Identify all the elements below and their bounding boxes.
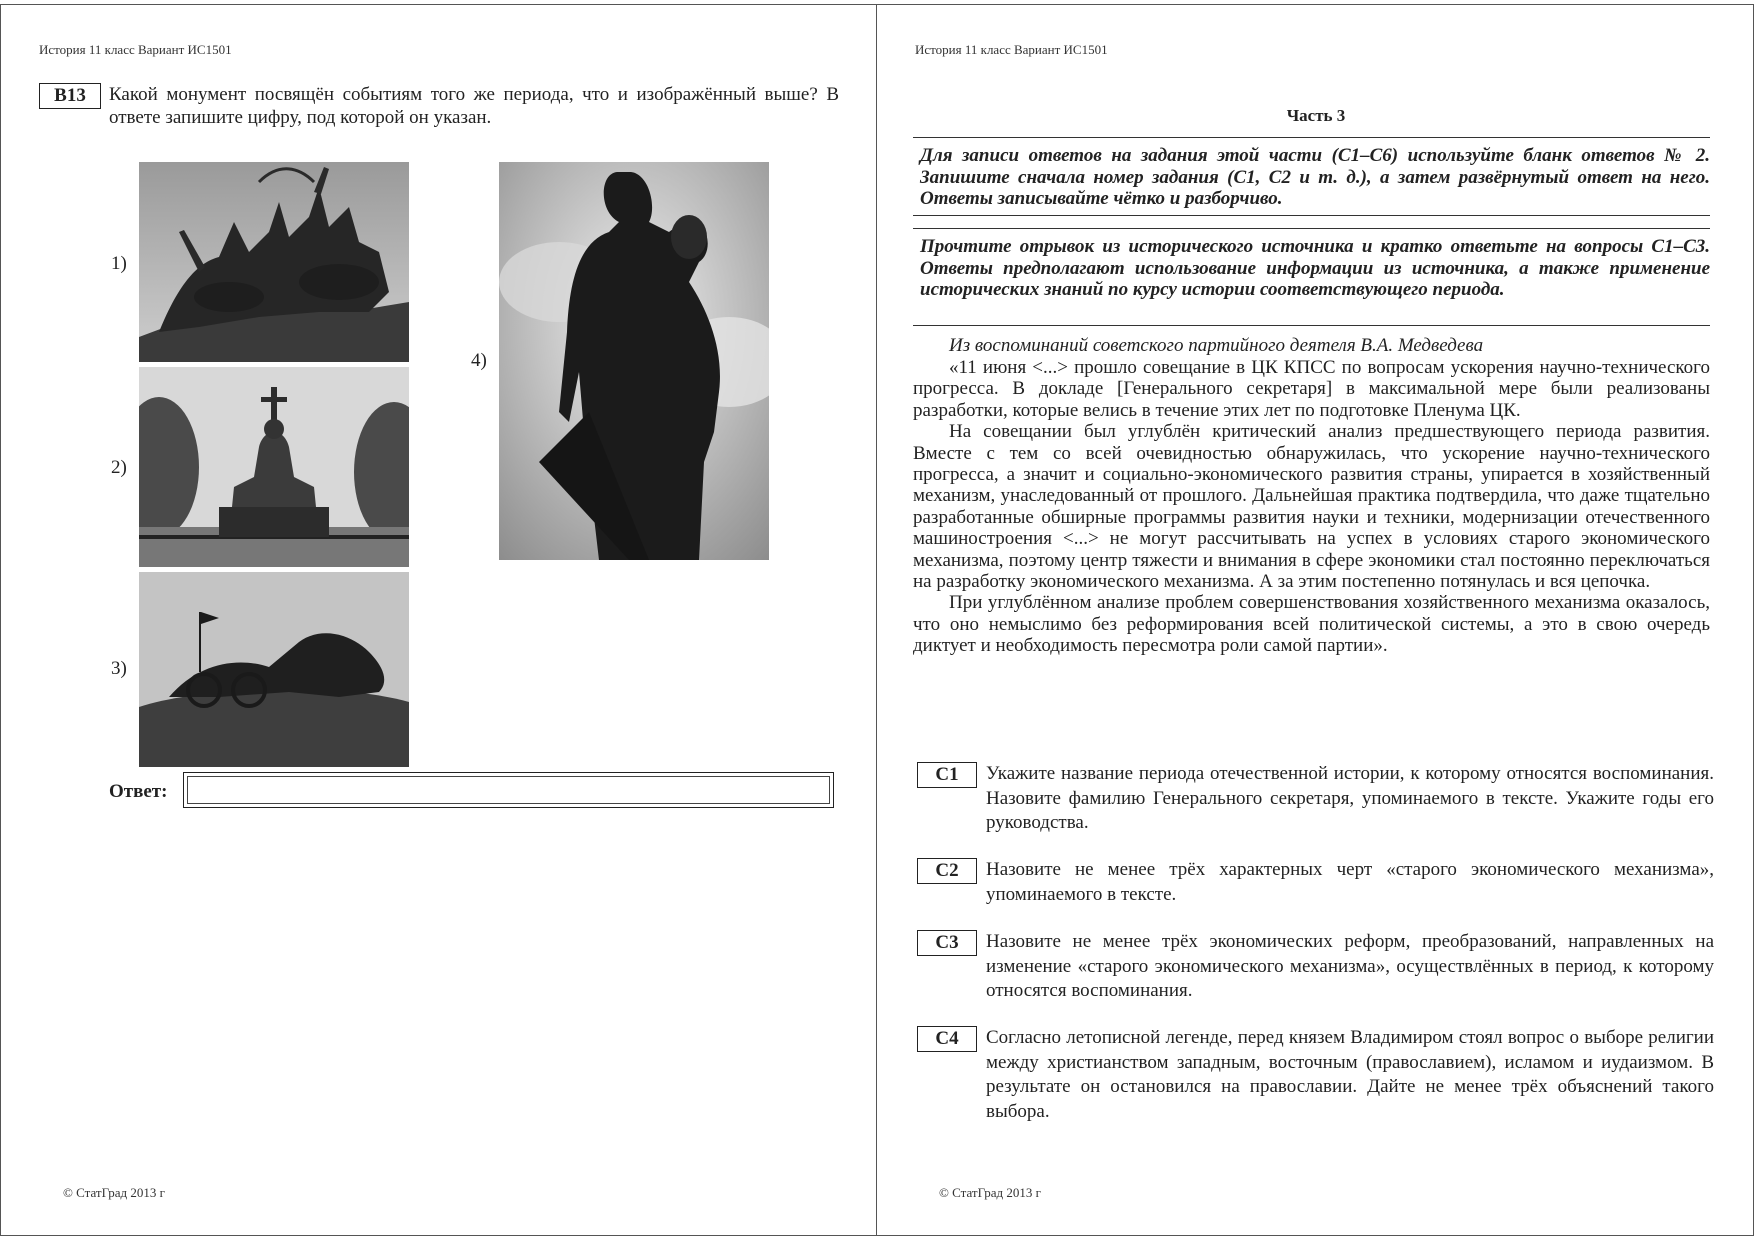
divider xyxy=(913,228,1710,229)
left-page xyxy=(0,4,877,1236)
option-4-label: 4) xyxy=(471,350,487,371)
divider xyxy=(913,137,1710,138)
task-code-b13: В13 xyxy=(39,83,101,109)
option-1-label: 1) xyxy=(111,253,127,274)
task-code-c4: С4 xyxy=(917,1026,977,1052)
reading-instructions: Прочтите отрывок из исторического источника и кратко ответьте на вопросы С1–С3. Ответы предполагают использование информации из источника, а также применение исторических знаний по курсу истории соответствующего периода. xyxy=(920,236,1710,300)
divider xyxy=(913,215,1710,216)
source-paragraph: На совещании был углублён критический анализ предшествующего периода развития. Вместе с тем со всей очевидностью обнаружилась, что ускорение научно-технического прогресса, а значит и социально-экономического развития страны, упирается в хозяйственный механизм, унаследованный от прошлого. Дальнейшая практика подтвердила, что даже тщательно разработанные обширные программы развития науки и техники, модернизации отечественного машиностроения <...> не могут рассчитывать на успех в условиях старого экономического механизма, поэтому центр тяжести и внимания в сфере экономики стал постоянно переключаться на разработку экономического механизма. А за этим постепенно потянулась и вся цепочка. xyxy=(913,421,1710,593)
answer-label: Ответ: xyxy=(109,781,168,802)
part-title: Часть 3 xyxy=(1286,106,1346,125)
answer-field-inner xyxy=(187,776,830,804)
task-c4-text: Согласно летописной легенде, перед князем Владимиром стоял вопрос о выборе религии между христианством западным, восточным (православием), исламом и иудаизмом. В результате он остановился на православии. Дайте не менее трёх объяснений такого выбора. xyxy=(986,1027,1714,1122)
task-c2-text: Назовите не менее трёх характерных черт «старого экономического механизма», упоминаемого в тексте. xyxy=(986,859,1714,905)
source-text xyxy=(913,357,1710,657)
task-code-c1: С1 xyxy=(917,762,977,788)
task-code-c2: С2 xyxy=(917,858,977,884)
source-paragraph: «11 июня <...> прошло совещание в ЦК КПСС по вопросам ускорения научно-технического прогресса. В докладе [Генерального секретаря] в максимальной мере были реализованы разработки, которые велись в течение этих лет по подготовке Пленума ЦК. xyxy=(913,357,1710,421)
answer-field[interactable] xyxy=(183,772,834,808)
task-b13-question: Какой монумент посвящён событиям того же периода, что и изображённый выше? В ответе запишите цифру, под которой он указан. xyxy=(109,84,839,128)
tachanka-monument-icon xyxy=(139,572,409,767)
equestrian-group-monument-icon xyxy=(139,162,409,362)
option-3-label: 3) xyxy=(111,658,127,679)
task-code-c3: С3 xyxy=(917,930,977,956)
part-instructions: Для записи ответов на задания этой части (С1–С6) используйте бланк ответов № 2. Запишите сначала номер задания (С1, С2 и т. д.), а затем развёрнутый ответ на него. Ответы записывайте чётко и разборчиво. xyxy=(920,145,1710,209)
page-header: История 11 класс Вариант ИС1501 xyxy=(915,42,1108,57)
right-page xyxy=(876,4,1754,1236)
soldier-liberator-monument-icon xyxy=(499,162,769,560)
page-footer: © СтатГрад 2013 г xyxy=(939,1185,1041,1200)
page-footer: © СтатГрад 2013 г xyxy=(63,1185,165,1200)
option-2-label: 2) xyxy=(111,457,127,478)
divider xyxy=(913,325,1710,326)
page-header: История 11 класс Вариант ИС1501 xyxy=(39,42,232,57)
millennium-of-russia-monument-icon xyxy=(139,367,409,567)
source-title: Из воспоминаний советского партийного деятеля В.А. Медведева xyxy=(949,335,1484,356)
source-paragraph: При углублённом анализе проблем совершенствования хозяйственного механизма оказалось, что оно немыслимо без реформирования всей политической системы, а это в свою очередь диктует и необходимость пересмотра роли самой партии». xyxy=(913,592,1710,657)
task-c1-text: Укажите название периода отечественной истории, к которому относятся воспоминания. Назовите фамилию Генерального секретаря, упоминаемого в тексте. Укажите годы его руководства. xyxy=(986,763,1714,833)
task-c3-text: Назовите не менее трёх экономических реформ, преобразований, направленных на изменение «старого экономического механизма», осуществлённых в период, к которому относятся воспоминания. xyxy=(986,931,1714,1001)
